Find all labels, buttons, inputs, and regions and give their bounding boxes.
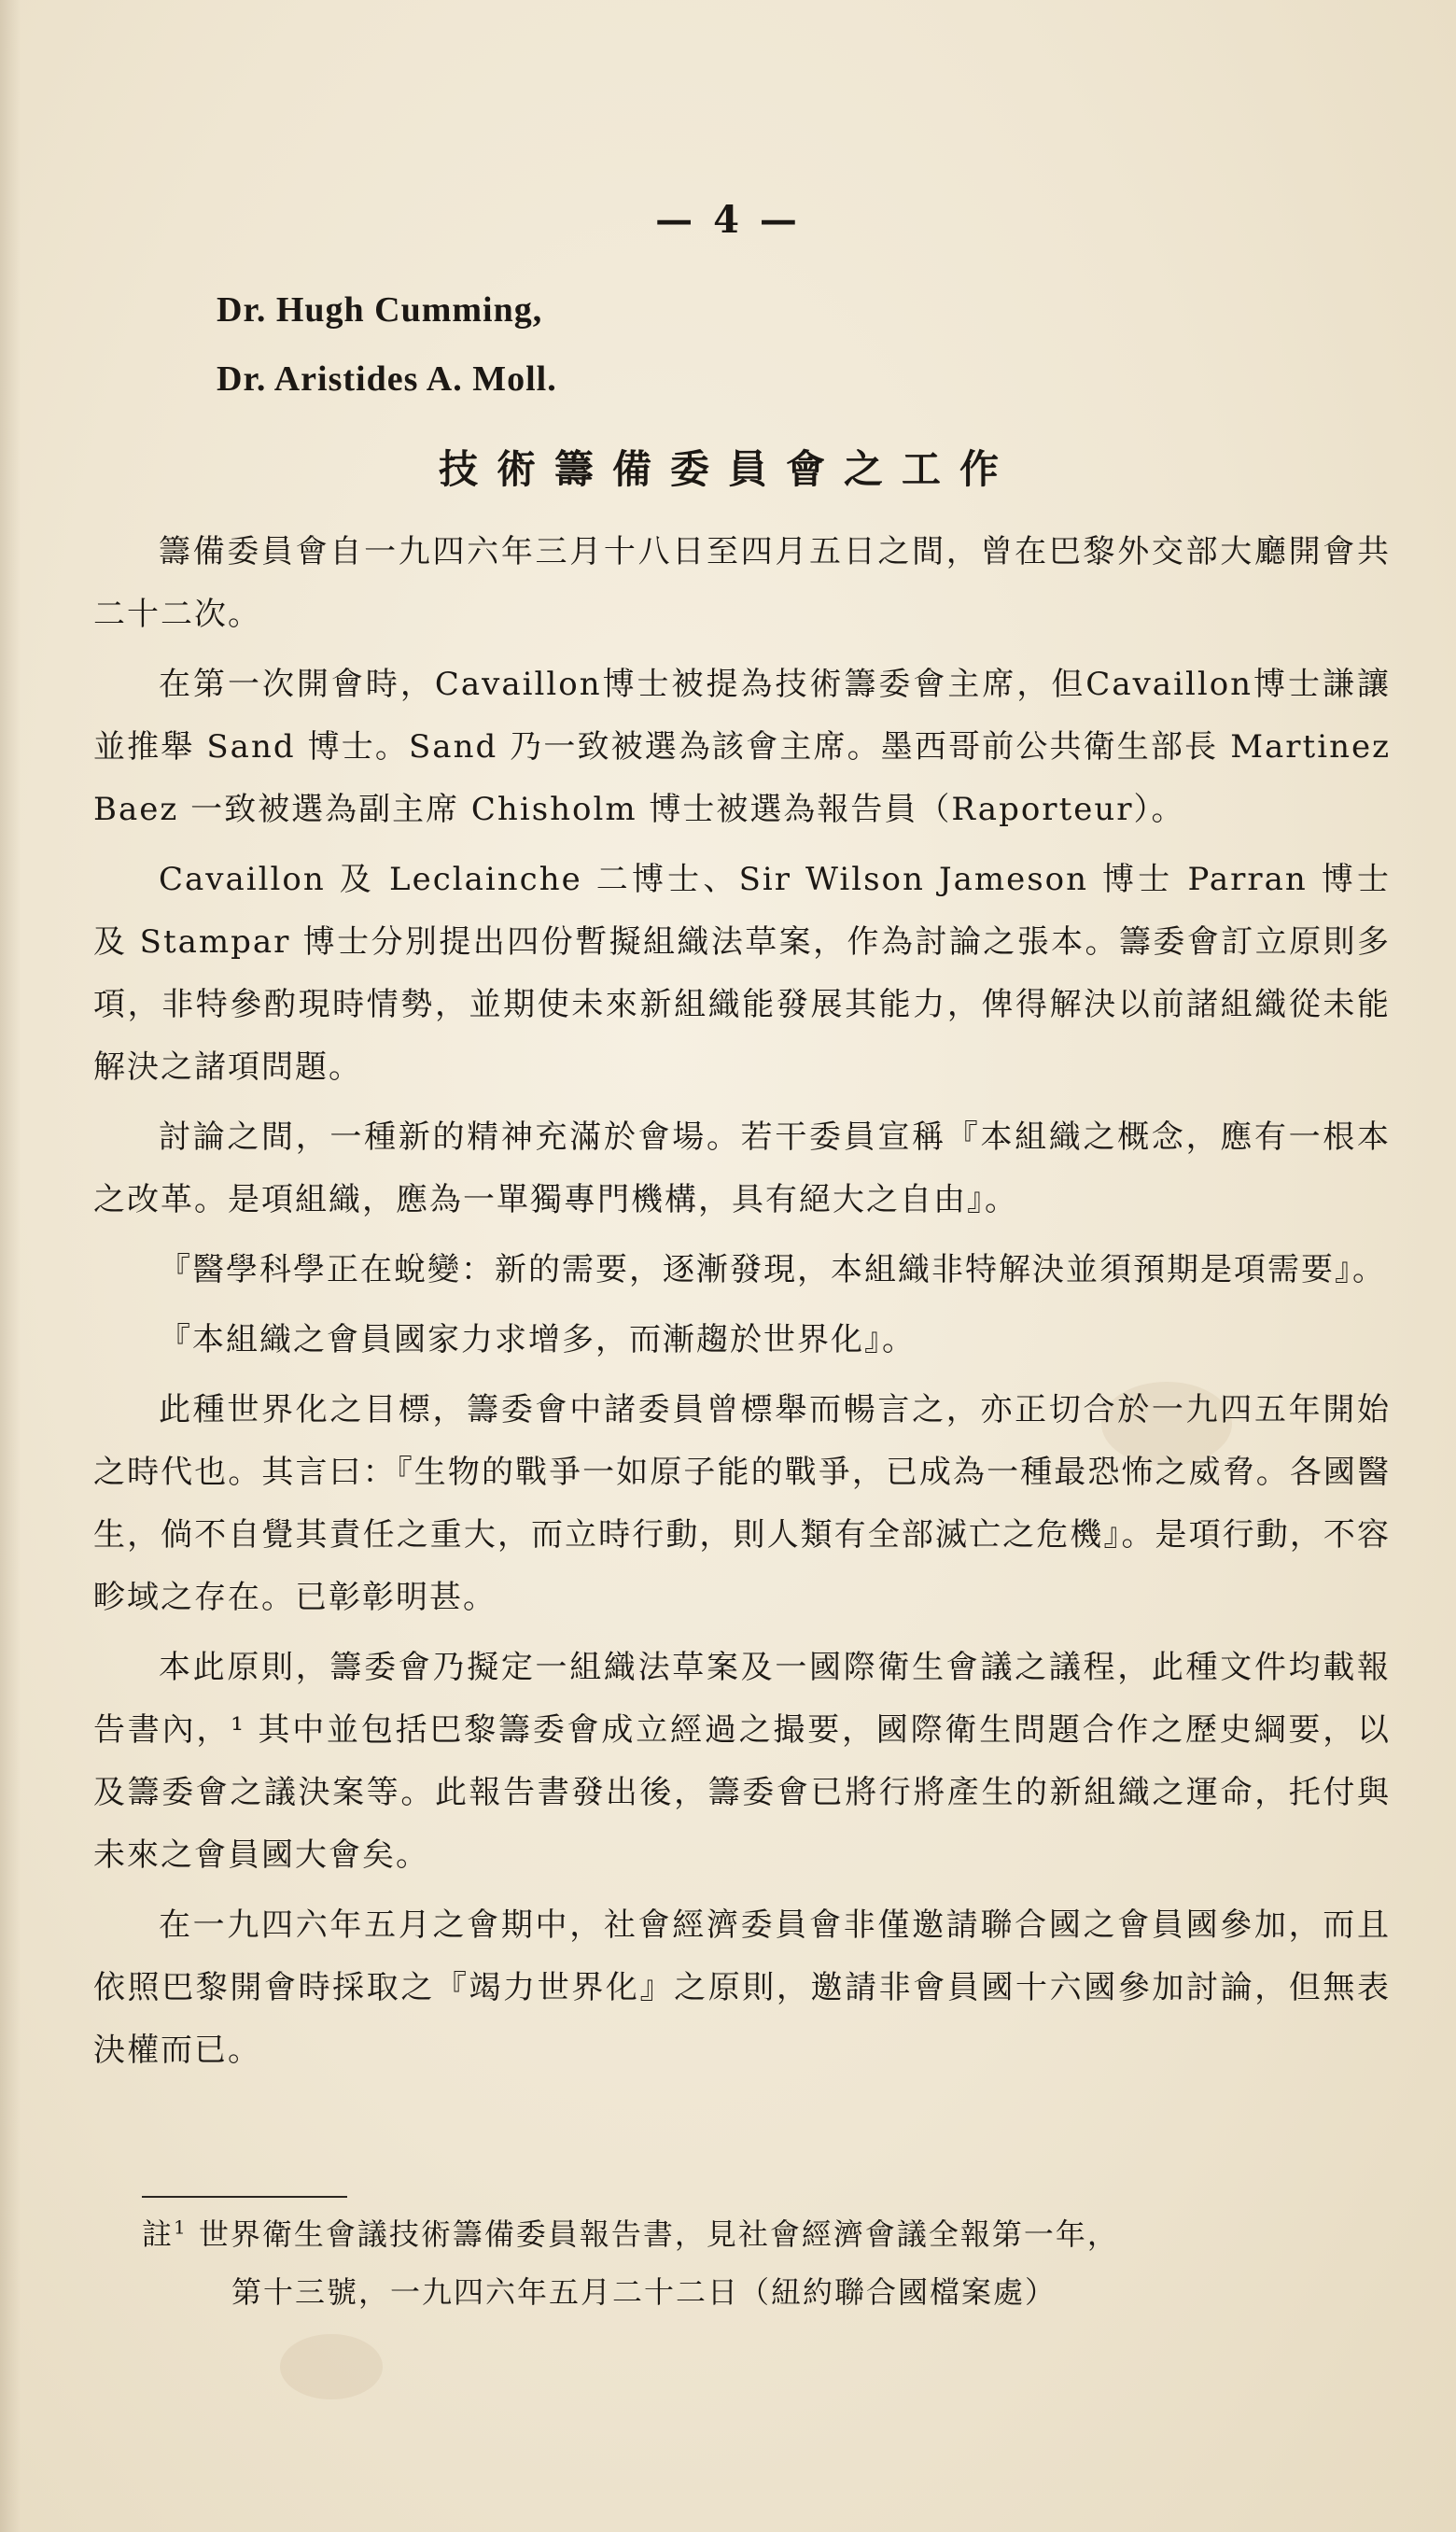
paragraph: 在一九四六年五月之會期中，社會經濟委員會非僅邀請聯合國之會員國參加，而且依照巴黎開會時採取之『竭力世界化』之原則，邀請非會員國十六國參加討論，但無表決權而已。 [93, 1906, 1391, 2069]
signatory-name: Dr. Hugh Cumming, [217, 290, 543, 330]
paragraph: Cavaillon 及 Leclainche 二博士、Sir Wilson Jameson 博士 Parran 博士及 Stampar 博士分別提出四份暫擬組織法草案，作為討論之張本。籌委會訂立原則多項，非特參酌現時情勢，並期使未來新組織能發展其能力，俾得解決以前諸組織從未能解決之諸項問題。 [93, 861, 1391, 1086]
paragraph: 在第一次開會時，Cavaillon博士被提為技術籌委會主席，但Cavaillon博士謙讓並推舉 Sand 博士。Sand 乃一致被選為該會主席。墨西哥前公共衛生部長 Martinez Baez 一致被選為副主席 Chisholm 博士被選為報告員（Raporteur）。 [93, 666, 1391, 828]
page-edge-shadow [0, 0, 21, 2532]
paragraph: 討論之間，一種新的精神充滿於會場。若干委員宣稱『本組織之概念，應有一根本之改革。是項組織，應為一單獨專門機構，具有絕大之自由』。 [93, 1118, 1391, 1218]
footnote-divider [142, 2196, 347, 2198]
signatory-name: Dr. Aristides A. Moll. [217, 359, 557, 399]
page-number: — 4 — [655, 198, 801, 242]
paragraph: 本此原則，籌委會乃擬定一組織法草案及一國際衛生會議之議程，此種文件均載報告書內，¹ 其中並包括巴黎籌委會成立經過之撮要，國際衛生問題合作之歷史綱要，以及籌委會之議決案等。此報告書發出後，籌委會已將行將產生的新組織之運命，托付與未來之會員國大會矣。 [93, 1649, 1391, 1874]
paper-stain [280, 2334, 383, 2399]
footnote-line-2: 第十三號，一九四六年五月二十二日（紐約聯合國檔案處） [231, 2274, 1057, 2310]
section-heading: 技術籌備委員會之工作 [438, 446, 1017, 492]
paragraph: 籌備委員會自一九四六年三月十八日至四月五日之間，曾在巴黎外交部大廳開會共二十二次。 [93, 533, 1391, 633]
footnote-line-1: 世界衛生會議技術籌備委員報告書，見社會經濟會議全報第一年， [198, 2216, 1119, 2252]
paragraph: 『醫學科學正在蛻變：新的需要，逐漸發現，本組織非特解決並須預期是項需要』。 [159, 1251, 1386, 1288]
footnote-marker: 1 [174, 2216, 188, 2239]
footnote-label: 註 [142, 2216, 175, 2252]
paragraph: 此種世界化之目標，籌委會中諸委員曾標舉而暢言之，亦正切合於一九四五年開始之時代也。其言曰：『生物的戰爭一如原子能的戰爭，已成為一種最恐怖之威脅。各國醫生，倘不自覺其責任之重大，而立時行動，則人類有全部滅亡之危機』。是項行動，不容畛域之存在。已彰彰明甚。 [93, 1391, 1391, 1616]
paragraph: 『本組織之會員國家力求增多，而漸趨於世界化』。 [159, 1321, 916, 1358]
body-text [93, 521, 1391, 2089]
footnote [142, 2205, 1383, 2321]
